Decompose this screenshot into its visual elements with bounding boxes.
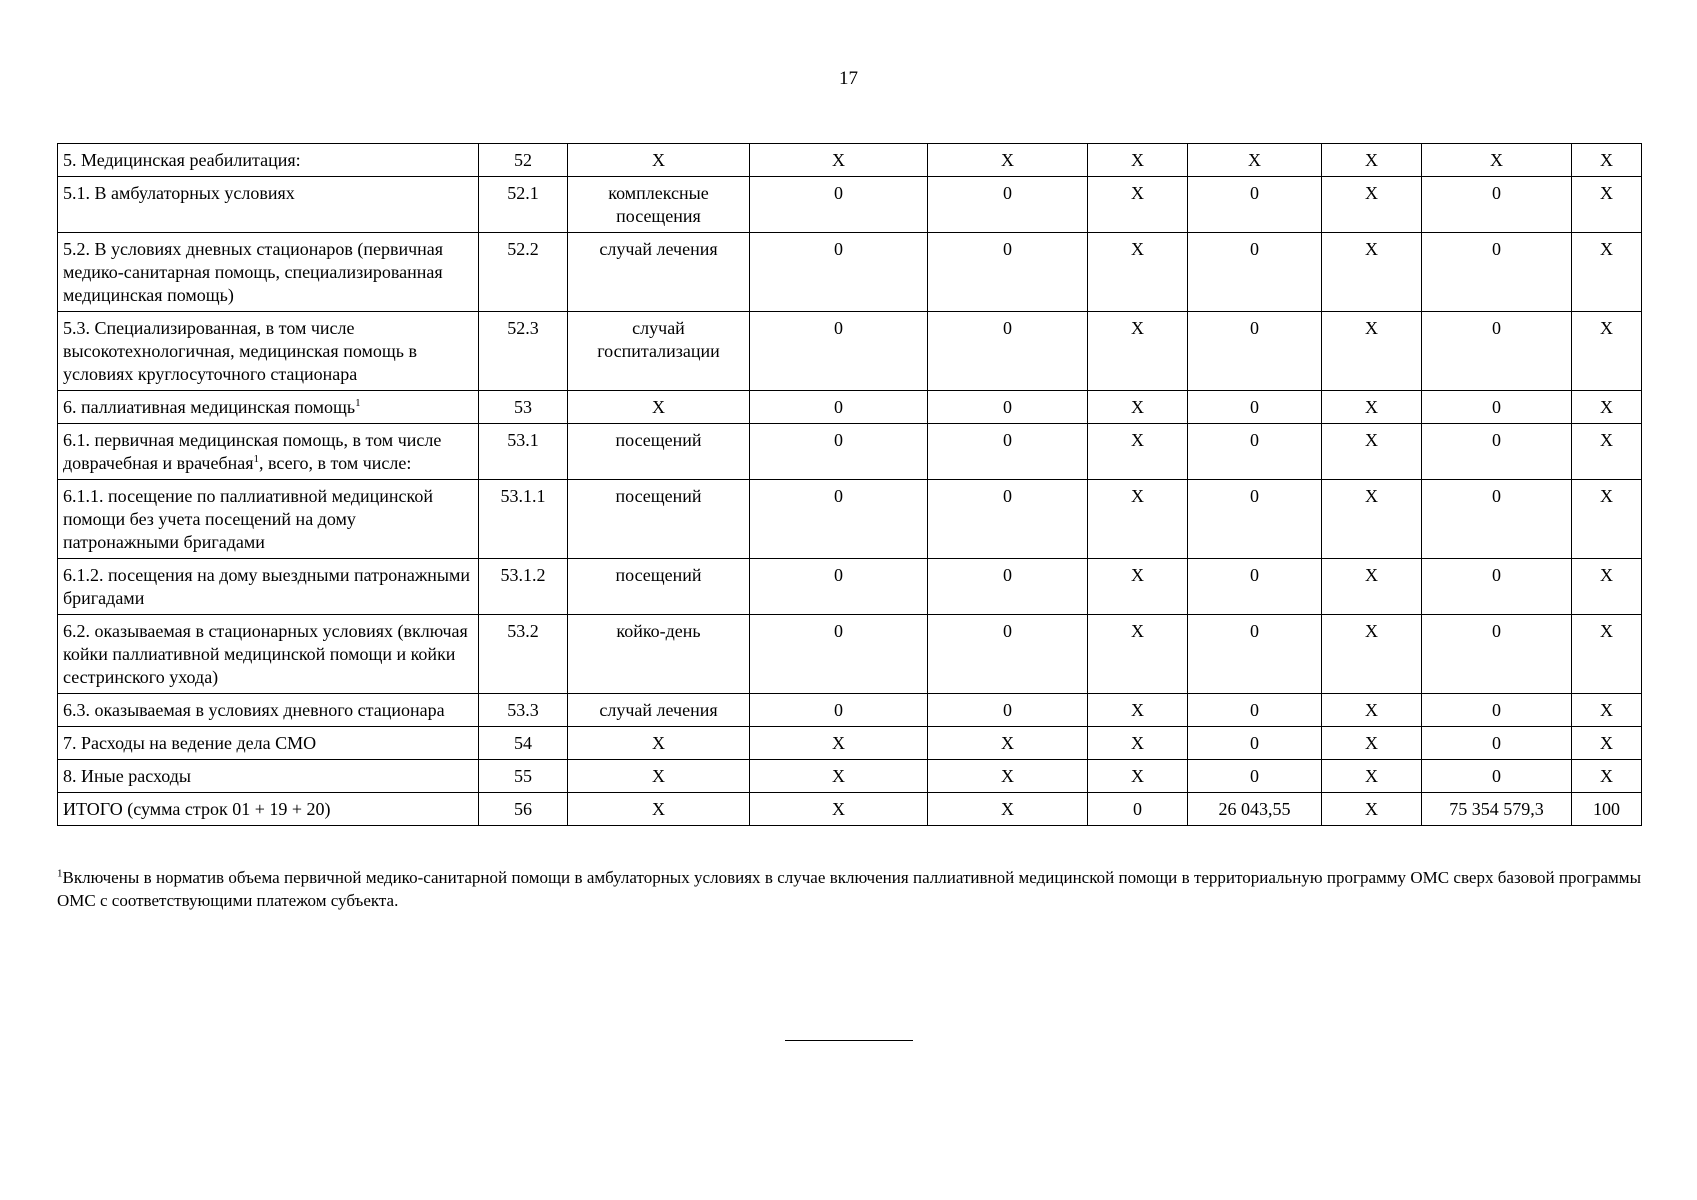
cell-c5: X [1322, 391, 1422, 424]
cell-c4: 0 [1188, 233, 1322, 312]
cell-c6: 0 [1422, 559, 1572, 615]
cell-c3: X [1088, 424, 1188, 480]
table-row [58, 559, 1642, 615]
row-name-cell [58, 694, 479, 727]
cell-code: 53.1.1 [479, 480, 568, 559]
cell-c3: X [1088, 727, 1188, 760]
cell-c3: X [1088, 559, 1188, 615]
cell-c6: 0 [1422, 760, 1572, 793]
cell-c5: X [1322, 424, 1422, 480]
cell-c2: X [928, 793, 1088, 826]
table-row [58, 312, 1642, 391]
cell-c3: 0 [1088, 793, 1188, 826]
footnote [57, 866, 1641, 912]
cell-unit: случай лечения [568, 694, 750, 727]
row-name: 5. Медицинская реабилитация: [63, 150, 301, 170]
cell-c4: 0 [1188, 312, 1322, 391]
cell-c1: X [750, 793, 928, 826]
cell-c4: 0 [1188, 694, 1322, 727]
cell-c1: X [750, 727, 928, 760]
cell-c2: 0 [928, 391, 1088, 424]
row-name: 8. Иные расходы [63, 766, 192, 786]
cell-c4: X [1188, 144, 1322, 177]
cell-c6: 0 [1422, 727, 1572, 760]
cell-code: 54 [479, 727, 568, 760]
cell-c4: 0 [1188, 177, 1322, 233]
cell-c1: 0 [750, 615, 928, 694]
cell-c5: X [1322, 615, 1422, 694]
cell-c5: X [1322, 177, 1422, 233]
cell-c2: 0 [928, 480, 1088, 559]
cell-c1: 0 [750, 312, 928, 391]
cell-code: 56 [479, 793, 568, 826]
cell-c3: X [1088, 480, 1188, 559]
cell-c3: X [1088, 144, 1188, 177]
cell-c7: X [1572, 233, 1642, 312]
table-row [58, 391, 1642, 424]
cell-code: 53.3 [479, 694, 568, 727]
row-name: 6.1. первичная медицинская помощь, в том числе доврачебная и врачебная [63, 430, 442, 473]
cell-c4: 0 [1188, 727, 1322, 760]
cell-c2: 0 [928, 312, 1088, 391]
cell-c2: 0 [928, 615, 1088, 694]
cell-c7: 100 [1572, 793, 1642, 826]
cell-unit: комплексные посещения [568, 177, 750, 233]
table-row [58, 424, 1642, 480]
cell-unit: X [568, 760, 750, 793]
cell-c4: 0 [1188, 480, 1322, 559]
cell-c3: X [1088, 760, 1188, 793]
cell-c5: X [1322, 559, 1422, 615]
cell-c6: 75 354 579,3 [1422, 793, 1572, 826]
row-name-tail: , всего, в том числе: [259, 453, 412, 473]
cell-c3: X [1088, 177, 1188, 233]
table-row [58, 793, 1642, 826]
cell-c4: 26 043,55 [1188, 793, 1322, 826]
cell-code: 53.1.2 [479, 559, 568, 615]
row-name-cell [58, 760, 479, 793]
cell-c6: 0 [1422, 233, 1572, 312]
cell-c2: 0 [928, 233, 1088, 312]
row-name-cell [58, 424, 479, 480]
cell-c6: 0 [1422, 391, 1572, 424]
cell-c5: X [1322, 480, 1422, 559]
cell-c7: X [1572, 312, 1642, 391]
cell-unit: X [568, 391, 750, 424]
footnote-ref: 1 [253, 453, 260, 465]
cell-c7: X [1572, 727, 1642, 760]
cell-code: 52.2 [479, 233, 568, 312]
cell-c3: X [1088, 615, 1188, 694]
row-name-cell [58, 615, 479, 694]
cell-c4: 0 [1188, 391, 1322, 424]
table-row [58, 177, 1642, 233]
cell-c2: 0 [928, 424, 1088, 480]
row-name: 6.1.2. посещения на дому выездными патронажными бригадами [63, 565, 471, 608]
cell-c3: X [1088, 694, 1188, 727]
cell-c1: 0 [750, 480, 928, 559]
cell-c1: 0 [750, 177, 928, 233]
cell-c6: X [1422, 144, 1572, 177]
table-row [58, 233, 1642, 312]
table-row [58, 760, 1642, 793]
cell-c1: X [750, 760, 928, 793]
cell-c7: X [1572, 615, 1642, 694]
cell-c7: X [1572, 760, 1642, 793]
cell-c2: 0 [928, 177, 1088, 233]
row-name: 5.3. Специализированная, в том числе высокотехнологичная, медицинская помощь в условиях круглосуточного стационара [63, 318, 417, 384]
cell-c5: X [1322, 727, 1422, 760]
footnote-text: Включены в норматив объема первичной медико-санитарной помощи в амбулаторных условиях в случае включения паллиативной медицинской помощи в территориальную программу ОМС сверх базовой программы ОМС с соответствующими платежом субъекта. [57, 868, 1641, 910]
row-name: 6.1.1. посещение по паллиативной медицинской помощи без учета посещений на дому патронажными бригадами [63, 486, 433, 552]
cell-c7: X [1572, 424, 1642, 480]
row-name-cell [58, 480, 479, 559]
cell-c3: X [1088, 391, 1188, 424]
cell-c1: 0 [750, 233, 928, 312]
cell-c6: 0 [1422, 177, 1572, 233]
cell-c6: 0 [1422, 424, 1572, 480]
cell-code: 53.1 [479, 424, 568, 480]
row-name: ИТОГО (сумма строк 01 + 19 + 20) [63, 799, 331, 819]
cell-code: 52 [479, 144, 568, 177]
cell-c2: 0 [928, 694, 1088, 727]
cell-c5: X [1322, 793, 1422, 826]
cell-c6: 0 [1422, 312, 1572, 391]
cell-c7: X [1572, 177, 1642, 233]
cell-unit: посещений [568, 480, 750, 559]
cell-unit: X [568, 793, 750, 826]
cell-c6: 0 [1422, 694, 1572, 727]
cell-c7: X [1572, 391, 1642, 424]
cell-c4: 0 [1188, 559, 1322, 615]
cell-unit: посещений [568, 424, 750, 480]
table-row [58, 615, 1642, 694]
row-name: 6.3. оказываемая в условиях дневного стационара [63, 700, 445, 720]
row-name-cell [58, 144, 479, 177]
row-name: 6. паллиативная медицинская помощь [63, 397, 356, 417]
row-name: 5.1. В амбулаторных условиях [63, 183, 295, 203]
row-name-cell [58, 727, 479, 760]
cell-code: 52.1 [479, 177, 568, 233]
cell-c6: 0 [1422, 480, 1572, 559]
cell-c7: X [1572, 694, 1642, 727]
cell-c5: X [1322, 233, 1422, 312]
footnote-marker: 1 [57, 867, 63, 880]
footnote-ref: 1 [355, 397, 361, 409]
data-table [57, 143, 1642, 826]
cell-c4: 0 [1188, 424, 1322, 480]
cell-unit: посещений [568, 559, 750, 615]
cell-c3: X [1088, 233, 1188, 312]
cell-c2: 0 [928, 559, 1088, 615]
cell-c5: X [1322, 694, 1422, 727]
row-name: 5.2. В условиях дневных стационаров (первичная медико-санитарная помощь, специализированная медицинская помощь) [63, 239, 444, 305]
cell-code: 52.3 [479, 312, 568, 391]
cell-code: 53.2 [479, 615, 568, 694]
row-name-cell [58, 793, 479, 826]
cell-c5: X [1322, 312, 1422, 391]
row-name-cell [58, 312, 479, 391]
cell-c1: 0 [750, 694, 928, 727]
page-number: 17 [839, 68, 858, 89]
table-row [58, 694, 1642, 727]
row-name: 7. Расходы на ведение дела СМО [63, 733, 317, 753]
cell-c7: X [1572, 480, 1642, 559]
cell-unit: X [568, 727, 750, 760]
cell-c2: X [928, 760, 1088, 793]
cell-c5: X [1322, 760, 1422, 793]
cell-c3: X [1088, 312, 1188, 391]
row-name-cell [58, 233, 479, 312]
table-row [58, 144, 1642, 177]
cell-unit: случай лечения [568, 233, 750, 312]
cell-c7: X [1572, 144, 1642, 177]
table-body [58, 144, 1642, 826]
cell-c1: 0 [750, 391, 928, 424]
cell-c2: X [928, 727, 1088, 760]
cell-unit: койко-день [568, 615, 750, 694]
end-divider [785, 1040, 913, 1041]
cell-code: 53 [479, 391, 568, 424]
cell-code: 55 [479, 760, 568, 793]
row-name-cell [58, 177, 479, 233]
cell-c4: 0 [1188, 760, 1322, 793]
cell-c7: X [1572, 559, 1642, 615]
cell-c5: X [1322, 144, 1422, 177]
cell-c2: X [928, 144, 1088, 177]
cell-unit: случай госпитализации [568, 312, 750, 391]
table-row [58, 480, 1642, 559]
row-name-cell [58, 559, 479, 615]
table-row [58, 727, 1642, 760]
cell-unit: X [568, 144, 750, 177]
row-name-cell [58, 391, 479, 424]
row-name: 6.2. оказываемая в стационарных условиях (включая койки паллиативной медицинской помощи и койки сестринского ухода) [63, 621, 468, 687]
cell-c4: 0 [1188, 615, 1322, 694]
cell-c1: X [750, 144, 928, 177]
cell-c1: 0 [750, 424, 928, 480]
cell-c1: 0 [750, 559, 928, 615]
cell-c6: 0 [1422, 615, 1572, 694]
